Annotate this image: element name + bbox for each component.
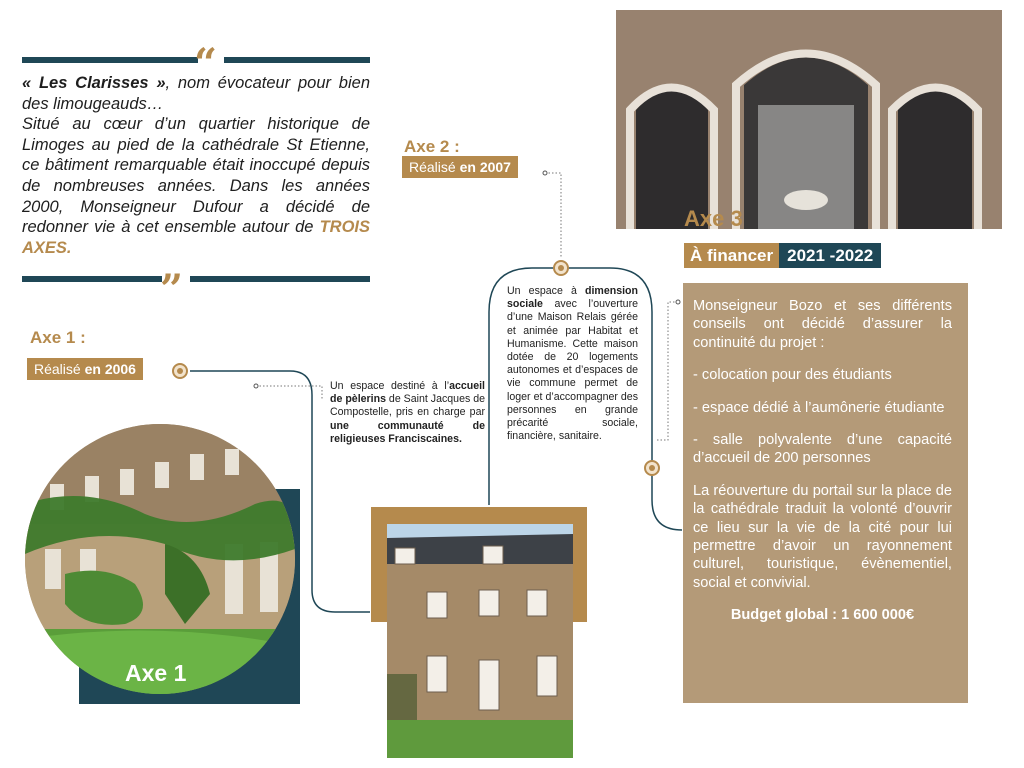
quote-close-mark: ”	[160, 266, 184, 313]
axe3-item-salle: - salle polyvalente d’une capacité d’accueil de 200 personnes	[693, 432, 952, 467]
axe1-status-year: en 2006	[84, 361, 136, 377]
quote-bottom-rule-right	[190, 276, 370, 282]
axe3-description-panel	[683, 283, 968, 703]
axe1-desc-bold2: une communauté de religieuses Franciscaines.	[330, 419, 485, 445]
quote-accent: TROIS AXES.	[22, 218, 370, 257]
axe1-description	[330, 380, 485, 446]
axe3-timeline-node	[644, 460, 660, 476]
axe2-title: Axe 2 :	[404, 137, 460, 156]
quote-bottom-rule	[22, 276, 162, 282]
axe3-closing: La réouverture du portail sur la place de la cathédrale traduit la volonté d’ouvrir ce lieu sur la vie de la cité pour lui permettre d’avoir un rayonnement culturel, touristique, évènementiel, social et convivial.	[693, 482, 952, 591]
axe1-desc-part2: de Saint Jacques de Compostelle, pris en charge par	[330, 393, 486, 419]
axe3-item-colocation: - colocation pour des étudiants	[693, 367, 892, 384]
quote-lead-rest: , nom évocateur pour bien des limougeauds…	[22, 74, 370, 113]
axe1-photo	[25, 424, 295, 694]
axe3-item-aumonerie: - espace dédié à l’aumônerie étudiante	[693, 399, 945, 416]
axe2-desc-part1: Un espace à	[507, 285, 586, 297]
axe1-photo-label: Axe 1	[125, 660, 187, 686]
quote-open-mark: “	[194, 40, 218, 87]
quote-top-rule-right	[224, 57, 370, 63]
axe3-title: Axe 3	[684, 206, 743, 231]
axe2-status-badge	[402, 156, 518, 178]
axe2-desc-part2: avec l’ouverture d’une Maison Relais gérée et animée par Habitat et Humanisme. Cette maison dotée de 20 logements autonomes et d’espaces de vie commune permet de loger et d’accompagner des personnes en grande précarité sociale, financière, sanitaire.	[507, 298, 638, 443]
axe3-funding-badge	[684, 243, 881, 268]
axe2-timeline-node	[553, 260, 569, 276]
axe3-intro: Monseigneur Bozo et ses différents conseils ont décidé d’assurer la continuité du projet :	[693, 298, 952, 351]
axe1-title: Axe 1 :	[30, 328, 86, 347]
axe1-desc-bold1: accueil de pèlerins	[330, 380, 485, 406]
axe2-description	[507, 285, 638, 443]
quote-top-rule	[22, 57, 198, 63]
axe2-status-prefix: Réalisé	[409, 159, 460, 175]
axe2-photo	[387, 524, 573, 758]
axe3-budget: Budget global : 1 600 000€	[730, 607, 915, 624]
quote-lead: « Les Clarisses »	[22, 74, 166, 92]
axe1-timeline-node	[172, 363, 188, 379]
quote-body: Situé au cœur d’un quartier historique de Limoges au pied de la cathédrale St Etienne, ce bâtiment remarquable était inoccupé depuis de nombreuses années. Dans les années 2000, Monseigneur Dufour a décidé de redonner vie à cet ensemble autour de	[22, 115, 370, 237]
axe3-years: 2021 -2022	[779, 243, 881, 268]
axe3-status: À financer	[684, 243, 779, 268]
axe1-status-prefix: Réalisé	[34, 361, 85, 377]
axe2-status-year: en 2007	[459, 159, 511, 175]
intro-quote	[22, 73, 370, 258]
axe1-desc-part1: Un espace destiné à l’	[330, 380, 450, 392]
axe1-status-badge	[27, 358, 143, 380]
axe3-photo	[616, 10, 1002, 229]
axe2-desc-bold: dimension sociale	[507, 285, 638, 311]
